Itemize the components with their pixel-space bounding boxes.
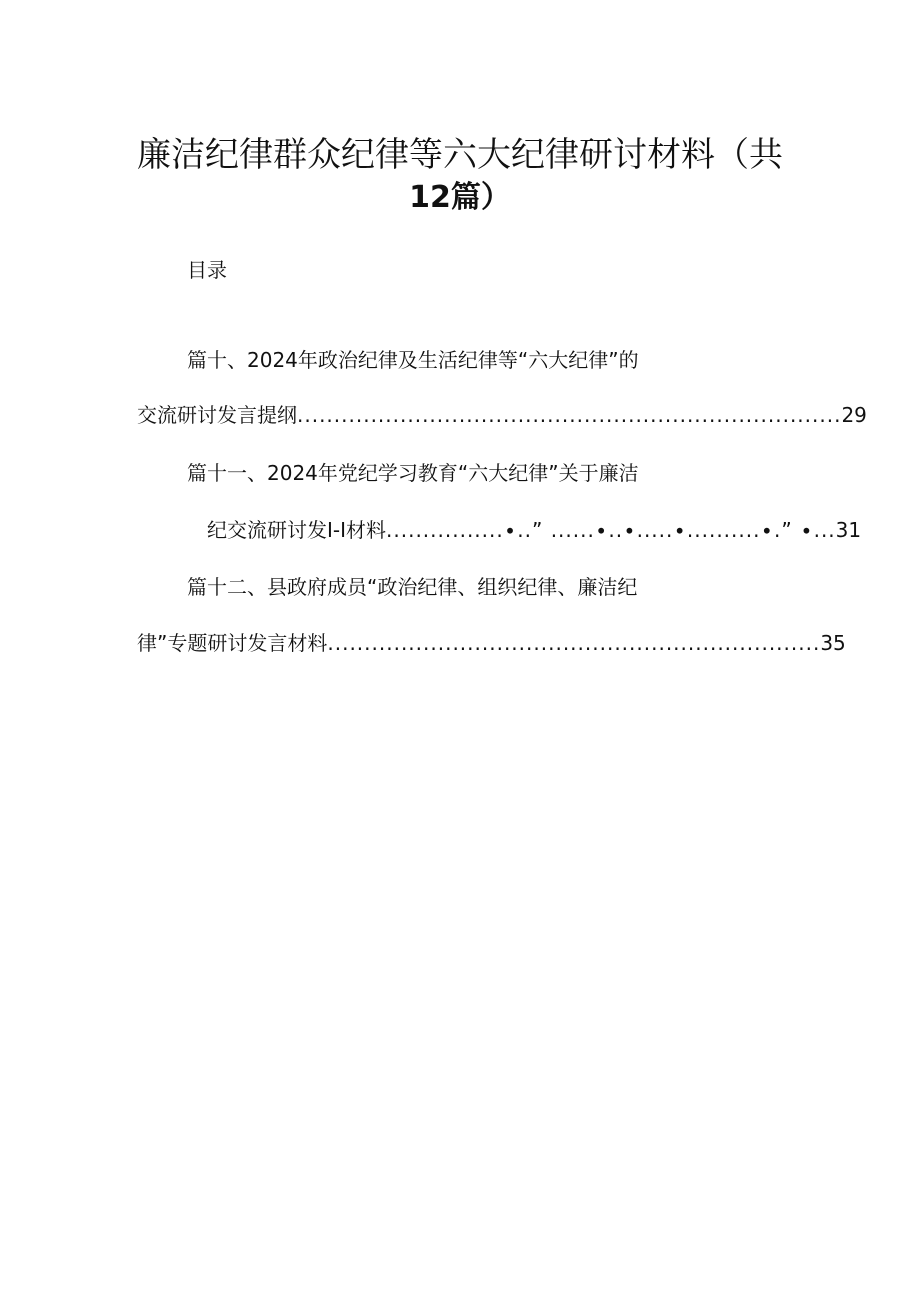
toc-entry-2-title-cont: 纪交流研讨发I-I材料 <box>207 518 387 542</box>
toc-entry-2-title[interactable]: 篇十一、2024年党纪学习教育“六大纪律”关于廉洁 <box>187 461 639 485</box>
toc-entry-2-row[interactable] <box>207 516 862 544</box>
toc-entry-2-leader: ................∙..” ......∙..∙.....∙..........∙.” ∙... <box>386 518 836 542</box>
toc-heading: 目录 <box>187 258 227 282</box>
toc-entry-1-leader: .......................................................................... <box>297 403 842 427</box>
toc-entry-3-row[interactable] <box>137 629 846 657</box>
toc-entry-1-page: 29 <box>841 403 867 427</box>
document-title-line-2: 12篇） <box>409 180 511 215</box>
toc-entry-1-row[interactable] <box>137 401 867 429</box>
toc-entry-1-title-cont: 交流研讨发言提纲 <box>137 403 297 427</box>
toc-entry-3-leader: ................................................................... <box>327 631 821 655</box>
toc-entry-3-page: 35 <box>820 631 846 655</box>
document-title-line-1: 廉洁纪律群众纪律等六大纪律研讨材料（共 <box>137 135 783 175</box>
toc-entry-2-page: 31 <box>835 518 862 542</box>
toc-entry-3-title[interactable]: 篇十二、县政府成员“政治纪律、组织纪律、廉洁纪 <box>187 575 638 599</box>
toc-entry-1-title[interactable]: 篇十、2024年政治纪律及生活纪律等“六大纪律”的 <box>187 348 639 372</box>
toc-entry-3-title-cont: 律”专题研讨发言材料 <box>137 631 328 655</box>
